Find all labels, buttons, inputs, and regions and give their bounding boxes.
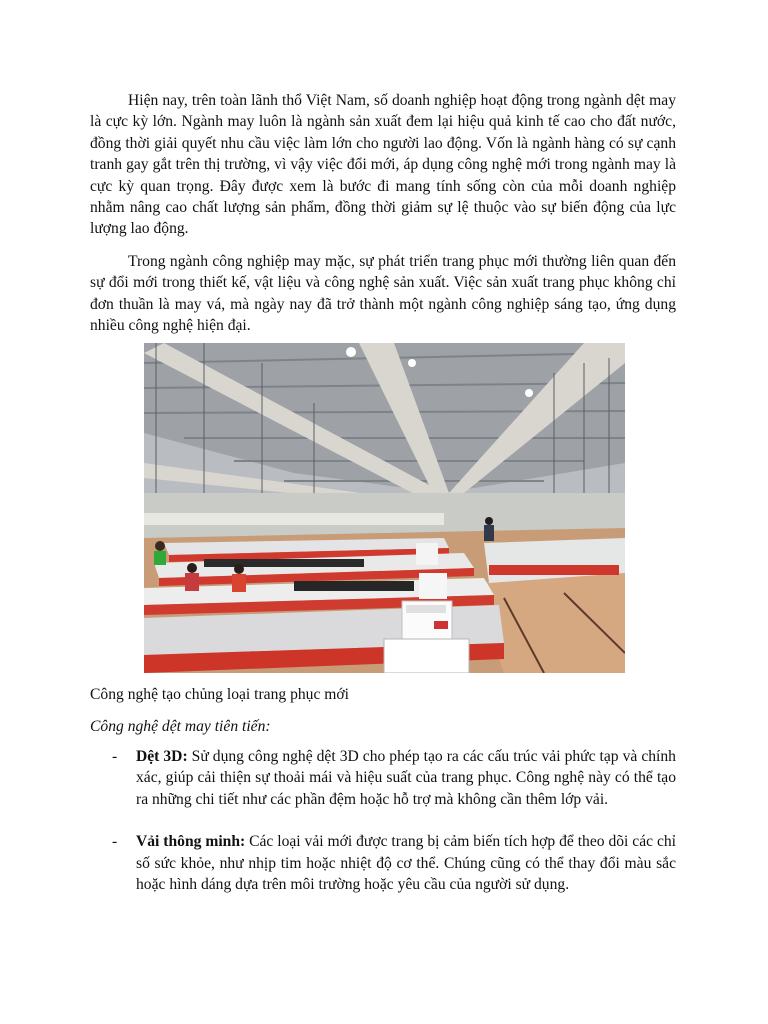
bullet-item-smart-fabric [90, 831, 676, 895]
bullet-text: Các loại vải mới được trang bị cảm biến tích hợp để theo dõi các chỉ số sức khỏe, như nhịp tim hoặc nhiệt độ cơ thể. Chúng cũng có thể thay đổi màu sắc hoặc hình dáng dựa trên môi trường hoặc yêu cầu của người sử dụng. [136, 833, 676, 894]
bullet-term: Vải thông minh: [136, 833, 246, 851]
bullet-text: Sử dụng công nghệ dệt 3D cho phép tạo ra các cấu trúc vải phức tạp và chính xác, giúp cải thiện sự thoải mái và hiệu suất của trang phục. Công nghệ này có thể tạo ra những chi tiết như các phần đệm hoặc hỗ trợ mà không cần thêm lớp vải. [136, 748, 676, 808]
bullet-marker: - [112, 748, 118, 765]
figure-caption: Công nghệ tạo chủng loại trang phục mới [90, 686, 349, 703]
bullet-list [90, 746, 676, 895]
document-body [90, 90, 676, 347]
paragraph-apparel-industry: Trong ngành công nghiệp may mặc, sự phát triển trang phục mới thường liên quan đến sự đổi mới trong thiết kế, vật liệu và công nghệ sản xuất. Việc sản xuất trang phục không chỉ đơn thuần là may vá, mà ngày nay đã trở thành một ngành công nghiệp sáng tạo, ứng dụng nhiều công nghệ hiện đại. [90, 252, 676, 335]
bullet-marker: - [112, 833, 118, 851]
bullet-term: Dệt 3D: [136, 748, 188, 765]
factory-photo [144, 343, 625, 673]
bullet-item-3d-weaving [90, 746, 676, 810]
paragraph-intro: Hiện nay, trên toàn lãnh thổ Việt Nam, số doanh nghiệp hoạt động trong ngành dệt may là cực kỳ lớn. Ngành may luôn là ngành sản xuất đem lại hiệu quả kinh tế cao cho đất nước, đồng thời giải quyết nhu cầu việc làm lớn cho người lao động. Vốn là ngành hàng có sự cạnh tranh gay gắt trên thị trường, vì vậy việc đổi mới, áp dụng công nghệ mới trong ngành may là cực kỳ quan trọng. Đây được xem là bước đi mang tính sống còn của mỗi doanh nghiệp nhằm nâng cao chất lượng sản phẩm, đồng thời giảm sự lệ thuộc vào sự biến động của lực lượng lao động. [90, 92, 676, 238]
section-subheading: Công nghệ dệt may tiên tiến: [90, 718, 271, 735]
